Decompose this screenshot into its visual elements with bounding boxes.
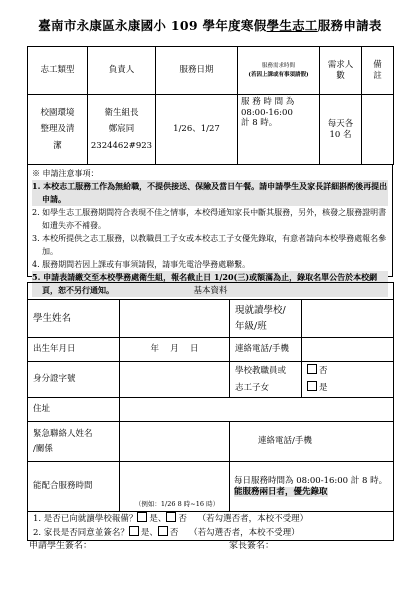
service-table-header (28, 47, 394, 95)
note-item-4: 4. 服務期間若因上課或有事須請假，請事先電洽學務處聯繫。 (32, 260, 251, 269)
header-count: 需求人數 (320, 47, 362, 95)
address-field[interactable] (120, 398, 394, 422)
page-title: 臺南市永康區永康國小 109 學年度寒假學生志工服務申請表 (38, 18, 382, 33)
notes-header: ※ 申請注意事項： (32, 169, 99, 178)
parent-consent-yes-checkbox[interactable] (129, 526, 139, 536)
note-item-3: 3. 本校所提供之志工服務，以教職員工子女或本校志工子女優先錄取，有意者請向本校學務處報名參加。 (32, 234, 387, 256)
phone-label: 連絡電話/手機 (230, 338, 302, 362)
student-signature-label: 申請學生簽名： (29, 541, 93, 551)
service-type: 校園環境 整理及清 潔 (28, 95, 88, 165)
school-report-yes-checkbox[interactable] (137, 512, 147, 522)
header-owner: 負責人 (88, 47, 156, 95)
id-number-label: 身分證字號 (28, 362, 120, 398)
emergency-phone-label: 連絡電話/手機 (230, 422, 394, 462)
emergency-contact-label: 緊急聯絡人姓名 /關係 (28, 422, 120, 462)
service-table (27, 46, 394, 165)
note-item-2: 2. 如學生志工服務期間符合表現不佳之情事，本校得通知家長中斷其服務，另外，核發之服務證明書如遺失亦不補發。 (32, 208, 387, 230)
header-remark: 備註 (362, 47, 394, 95)
birth-date-field[interactable]: 年 月 日 (120, 338, 230, 362)
service-remark (362, 95, 394, 165)
student-name-label: 學生姓名 (28, 300, 120, 338)
staff-child-yes-checkbox[interactable] (307, 381, 317, 391)
id-number-field[interactable] (120, 362, 230, 398)
address-label: 住址 (28, 398, 120, 422)
available-time-label: 能配合服務時間 (28, 462, 120, 512)
school-grade-label: 現就讀學校/ 年級/班 (230, 300, 302, 338)
phone-field[interactable] (302, 338, 394, 362)
basic-info-form (27, 282, 394, 541)
service-owner: 衛生組長 鄭宸同 2324462#923 (88, 95, 156, 165)
student-name-field[interactable] (120, 300, 230, 338)
birth-date-label: 出生年月日 (28, 338, 120, 362)
note-item-1: 1. 本校志工服務工作為無給職，不提供接送、保險及當日午餐。請申請學生及家長詳細斟酌後再提出申請。 (32, 181, 388, 204)
school-grade-field[interactable] (302, 300, 394, 338)
question-parent-consent: 2. 家長是否同意並簽名？ 是、 否 （若勾選否者，本校不受理） (33, 528, 300, 538)
header-date: 服務日期 (156, 47, 238, 95)
service-row (28, 95, 394, 165)
available-time-example: （例如：1/26 8 時~16 時） (134, 499, 220, 508)
confirmation-questions (28, 512, 394, 541)
staff-child-label: 學校教職員或 志工子女 (230, 362, 302, 398)
header-type: 志工類型 (28, 47, 88, 95)
available-time-info: 每日服務時間為 08:00-16:00 計 8 時。能服務兩日者，優先錄取 (230, 462, 394, 512)
staff-child-no-checkbox[interactable] (307, 364, 317, 374)
staff-child-options: 否 是 (302, 362, 394, 398)
parent-consent-no-checkbox[interactable] (158, 526, 168, 536)
emergency-contact-field[interactable] (120, 422, 230, 462)
question-school-report: 1. 是否已向就讀學校報備？ 是、 否 （若勾選否者，本校不受理） (33, 514, 309, 524)
service-date: 1/26、1/27 (156, 95, 238, 165)
service-time: 服 務 時 間 為 08:00-16:00 計 8 時。 (238, 95, 320, 165)
service-count: 每天各 10 名 (320, 95, 362, 165)
note-item-5: 5. 申請表請繳交至本校學務處衛生組，報名截止日 1/20(三)或額滿為止，錄取名單公告於本校網頁，恕不另行通知。 (32, 271, 388, 297)
available-time-field[interactable] (120, 462, 230, 512)
parent-signature-label: 家長簽名： (229, 541, 275, 551)
section-title: 基本資料 (28, 283, 394, 300)
school-report-no-checkbox[interactable] (166, 512, 176, 522)
header-time: 服務需求時間 (若因上課或有事須請假) (238, 47, 320, 95)
